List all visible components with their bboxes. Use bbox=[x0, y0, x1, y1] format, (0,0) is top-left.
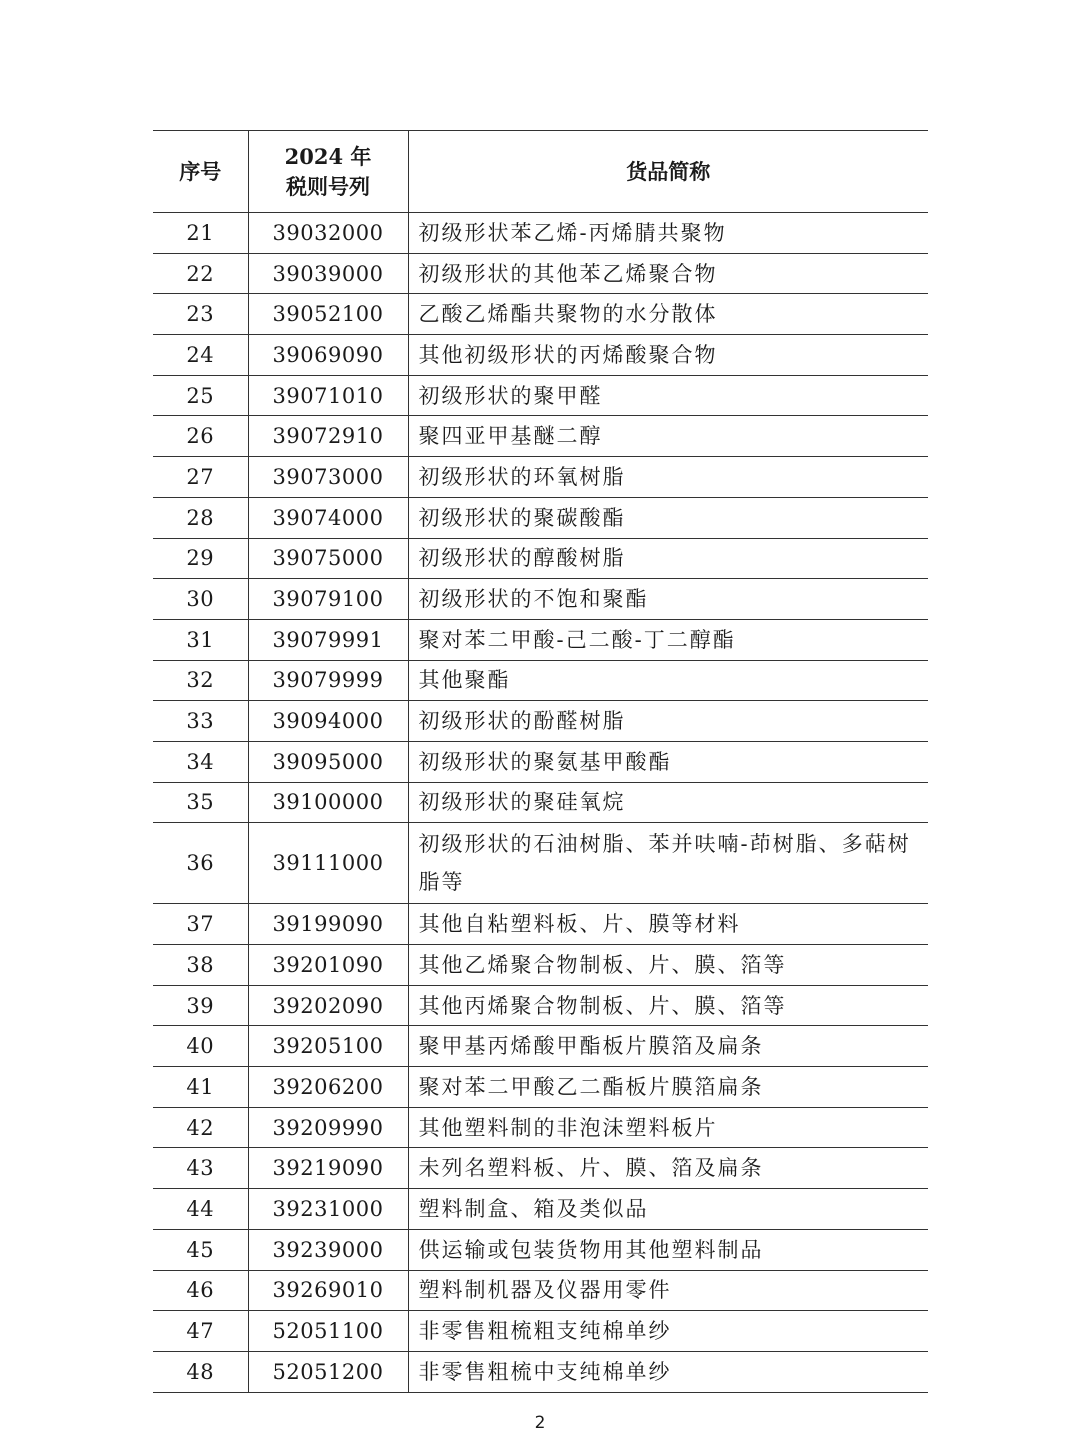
seq-cell: 44 bbox=[153, 1189, 248, 1230]
seq-cell: 41 bbox=[153, 1067, 248, 1108]
code-cell: 39239000 bbox=[248, 1229, 408, 1270]
table-row bbox=[153, 579, 928, 620]
header-row bbox=[153, 131, 928, 213]
header-code bbox=[248, 131, 408, 213]
code-cell: 39219090 bbox=[248, 1148, 408, 1189]
name-cell: 其他自粘塑料板、片、膜等材料 bbox=[408, 904, 928, 945]
table-row bbox=[153, 619, 928, 660]
seq-cell: 42 bbox=[153, 1107, 248, 1148]
code-cell: 39079100 bbox=[248, 579, 408, 620]
name-cell: 供运输或包装货物用其他塑料制品 bbox=[408, 1229, 928, 1270]
code-cell: 39032000 bbox=[248, 213, 408, 254]
name-cell: 聚对苯二甲酸乙二酯板片膜箔扁条 bbox=[408, 1067, 928, 1108]
table-row bbox=[153, 213, 928, 254]
code-cell: 39095000 bbox=[248, 741, 408, 782]
seq-cell: 25 bbox=[153, 375, 248, 416]
name-cell: 初级形状的石油树脂、苯并呋喃-茚树脂、多萜树脂等 bbox=[408, 823, 928, 904]
table-row bbox=[153, 1311, 928, 1352]
seq-cell: 36 bbox=[153, 823, 248, 904]
table-row bbox=[153, 375, 928, 416]
tariff-table bbox=[153, 130, 928, 1393]
table-row bbox=[153, 1229, 928, 1270]
code-cell: 39073000 bbox=[248, 457, 408, 498]
name-cell: 初级形状的聚硅氧烷 bbox=[408, 782, 928, 823]
table-row bbox=[153, 416, 928, 457]
seq-cell: 39 bbox=[153, 985, 248, 1026]
seq-cell: 34 bbox=[153, 741, 248, 782]
code-cell: 39074000 bbox=[248, 497, 408, 538]
seq-cell: 37 bbox=[153, 904, 248, 945]
seq-cell: 27 bbox=[153, 457, 248, 498]
name-cell: 初级形状的聚碳酸酯 bbox=[408, 497, 928, 538]
name-cell: 初级形状的其他苯乙烯聚合物 bbox=[408, 253, 928, 294]
seq-cell: 24 bbox=[153, 335, 248, 376]
code-cell: 39071010 bbox=[248, 375, 408, 416]
table-row bbox=[153, 1270, 928, 1311]
code-cell: 39111000 bbox=[248, 823, 408, 904]
seq-cell: 35 bbox=[153, 782, 248, 823]
seq-cell: 46 bbox=[153, 1270, 248, 1311]
header-name: 货品简称 bbox=[408, 131, 928, 213]
code-cell: 39039000 bbox=[248, 253, 408, 294]
table-row bbox=[153, 538, 928, 579]
code-cell: 39231000 bbox=[248, 1189, 408, 1230]
header-code-line1: 2024 年 bbox=[284, 143, 372, 169]
name-cell: 未列名塑料板、片、膜、箔及扁条 bbox=[408, 1148, 928, 1189]
code-cell: 39079991 bbox=[248, 619, 408, 660]
table-row bbox=[153, 823, 928, 904]
code-cell: 39069090 bbox=[248, 335, 408, 376]
name-cell: 其他塑料制的非泡沫塑料板片 bbox=[408, 1107, 928, 1148]
code-cell: 39202090 bbox=[248, 985, 408, 1026]
code-cell: 39205100 bbox=[248, 1026, 408, 1067]
code-cell: 39072910 bbox=[248, 416, 408, 457]
code-cell: 39094000 bbox=[248, 701, 408, 742]
seq-cell: 30 bbox=[153, 579, 248, 620]
seq-cell: 31 bbox=[153, 619, 248, 660]
table-row bbox=[153, 1107, 928, 1148]
seq-cell: 43 bbox=[153, 1148, 248, 1189]
name-cell: 初级形状的聚甲醛 bbox=[408, 375, 928, 416]
name-cell: 聚对苯二甲酸-己二酸-丁二醇酯 bbox=[408, 619, 928, 660]
code-cell: 39201090 bbox=[248, 945, 408, 986]
code-cell: 39075000 bbox=[248, 538, 408, 579]
name-cell: 初级形状的聚氨基甲酸酯 bbox=[408, 741, 928, 782]
table-row bbox=[153, 497, 928, 538]
seq-cell: 45 bbox=[153, 1229, 248, 1270]
seq-cell: 23 bbox=[153, 294, 248, 335]
table-row bbox=[153, 1067, 928, 1108]
name-cell: 聚甲基丙烯酸甲酯板片膜箔及扁条 bbox=[408, 1026, 928, 1067]
name-cell: 非零售粗梳粗支纯棉单纱 bbox=[408, 1311, 928, 1352]
seq-cell: 28 bbox=[153, 497, 248, 538]
code-cell: 52051100 bbox=[248, 1311, 408, 1352]
code-cell: 39079999 bbox=[248, 660, 408, 701]
name-cell: 聚四亚甲基醚二醇 bbox=[408, 416, 928, 457]
name-cell: 非零售粗梳中支纯棉单纱 bbox=[408, 1351, 928, 1392]
code-cell: 39052100 bbox=[248, 294, 408, 335]
name-cell: 初级形状苯乙烯-丙烯腈共聚物 bbox=[408, 213, 928, 254]
name-cell: 乙酸乙烯酯共聚物的水分散体 bbox=[408, 294, 928, 335]
seq-cell: 26 bbox=[153, 416, 248, 457]
code-cell: 39206200 bbox=[248, 1067, 408, 1108]
code-cell: 52051200 bbox=[248, 1351, 408, 1392]
name-cell: 初级形状的醇酸树脂 bbox=[408, 538, 928, 579]
seq-cell: 29 bbox=[153, 538, 248, 579]
seq-cell: 48 bbox=[153, 1351, 248, 1392]
header-seq: 序号 bbox=[153, 131, 248, 213]
name-cell: 其他丙烯聚合物制板、片、膜、箔等 bbox=[408, 985, 928, 1026]
table-row bbox=[153, 945, 928, 986]
name-cell: 其他乙烯聚合物制板、片、膜、箔等 bbox=[408, 945, 928, 986]
table-body bbox=[153, 213, 928, 1393]
table-row bbox=[153, 294, 928, 335]
name-cell: 初级形状的不饱和聚酯 bbox=[408, 579, 928, 620]
table-row bbox=[153, 457, 928, 498]
name-cell: 塑料制盒、箱及类似品 bbox=[408, 1189, 928, 1230]
page-number: 2 bbox=[534, 1413, 546, 1433]
code-cell: 39209990 bbox=[248, 1107, 408, 1148]
table-row bbox=[153, 782, 928, 823]
table-row bbox=[153, 701, 928, 742]
code-cell: 39269010 bbox=[248, 1270, 408, 1311]
table-row bbox=[153, 1148, 928, 1189]
seq-cell: 22 bbox=[153, 253, 248, 294]
name-cell: 初级形状的环氧树脂 bbox=[408, 457, 928, 498]
name-cell: 其他初级形状的丙烯酸聚合物 bbox=[408, 335, 928, 376]
table-row bbox=[153, 741, 928, 782]
table-row bbox=[153, 904, 928, 945]
code-cell: 39100000 bbox=[248, 782, 408, 823]
seq-cell: 32 bbox=[153, 660, 248, 701]
table-row bbox=[153, 1351, 928, 1392]
seq-cell: 40 bbox=[153, 1026, 248, 1067]
table-row bbox=[153, 253, 928, 294]
table-header bbox=[153, 131, 928, 213]
name-cell: 其他聚酯 bbox=[408, 660, 928, 701]
seq-cell: 38 bbox=[153, 945, 248, 986]
name-cell: 塑料制机器及仪器用零件 bbox=[408, 1270, 928, 1311]
seq-cell: 33 bbox=[153, 701, 248, 742]
table-row bbox=[153, 985, 928, 1026]
code-cell: 39199090 bbox=[248, 904, 408, 945]
table-row bbox=[153, 335, 928, 376]
seq-cell: 47 bbox=[153, 1311, 248, 1352]
seq-cell: 21 bbox=[153, 213, 248, 254]
table-row bbox=[153, 1026, 928, 1067]
table-row bbox=[153, 1189, 928, 1230]
header-code-line2: 税则号列 bbox=[286, 173, 370, 199]
name-cell: 初级形状的酚醛树脂 bbox=[408, 701, 928, 742]
table-row bbox=[153, 660, 928, 701]
